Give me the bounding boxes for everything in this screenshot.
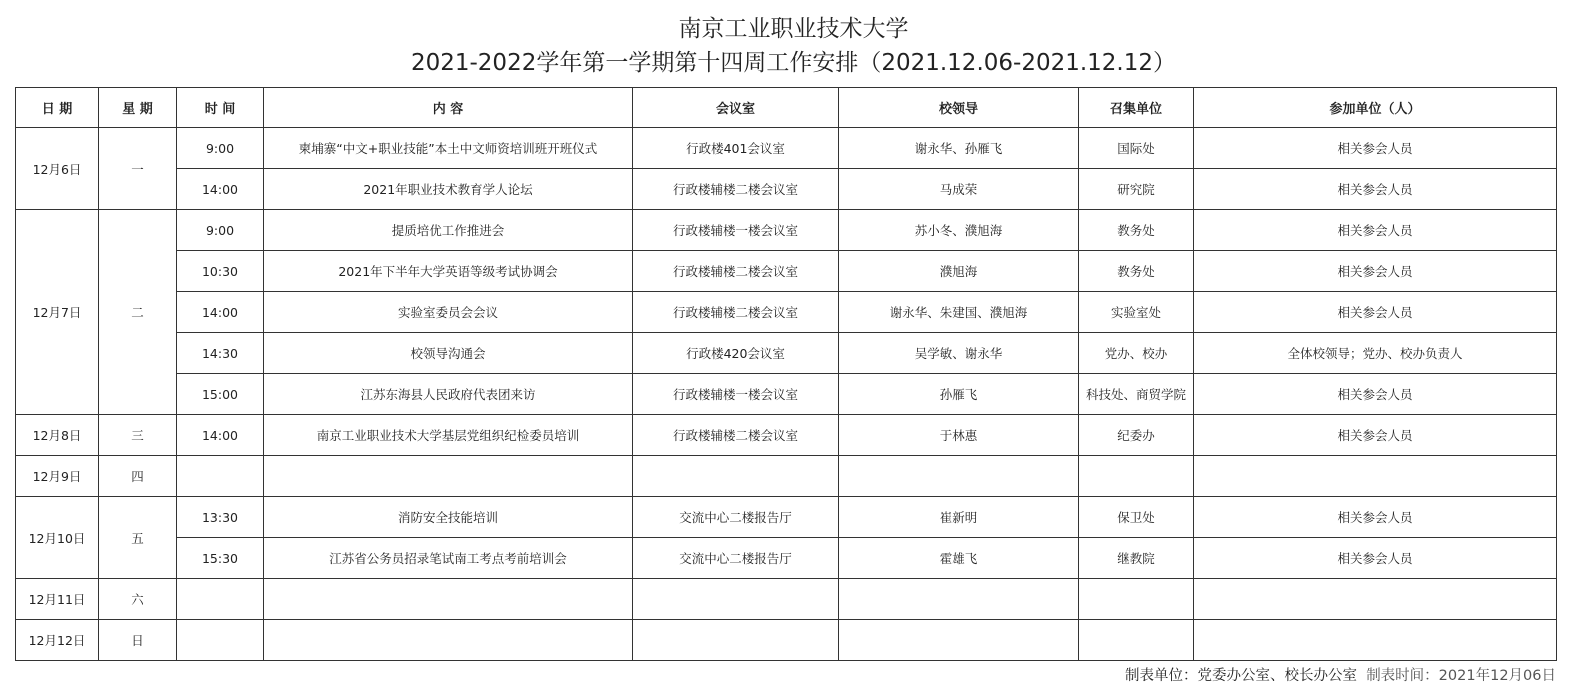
cell-content: [264, 456, 633, 497]
table-row: [16, 415, 1557, 456]
cell-time: 15:00: [177, 374, 264, 415]
cell-room: 行政楼辅楼一楼会议室: [633, 210, 839, 251]
cell-convener: 科技处、商贸学院: [1079, 374, 1194, 415]
cell-participants: [1194, 620, 1557, 661]
footer-time: 制表时间：2021年12月06日: [1366, 668, 1556, 684]
cell-convener: [1079, 620, 1194, 661]
cell-content: 实验室委员会会议: [264, 292, 633, 333]
table-row: [16, 210, 1557, 251]
cell-date: 12月8日: [16, 415, 99, 456]
cell-time: 14:00: [177, 415, 264, 456]
cell-participants: 全体校领导；党办、校办负责人: [1194, 333, 1557, 374]
footer: [1125, 664, 1556, 685]
cell-time: 14:00: [177, 169, 264, 210]
cell-weekday: 三: [99, 415, 177, 456]
cell-date: 12月11日: [16, 579, 99, 620]
header-date: 日 期: [16, 88, 99, 128]
cell-leader: [839, 620, 1079, 661]
title-schedule: 2021-2022学年第一学期第十四周工作安排（2021.12.06-2021.12.12）: [410, 50, 1177, 76]
table-row: [16, 169, 1557, 210]
cell-weekday: 日: [99, 620, 177, 661]
cell-time: 14:00: [177, 292, 264, 333]
table-row: [16, 251, 1557, 292]
cell-leader: 于林惠: [839, 415, 1079, 456]
cell-content: [264, 620, 633, 661]
cell-date: 12月10日: [16, 497, 99, 579]
cell-date: 12月6日: [16, 128, 99, 210]
cell-date: 12月7日: [16, 210, 99, 415]
cell-room: 交流中心二楼报告厅: [633, 538, 839, 579]
cell-leader: 濮旭海: [839, 251, 1079, 292]
cell-content: 2021年职业技术教育学人论坛: [264, 169, 633, 210]
schedule-table: [15, 87, 1557, 661]
header-participants: 参加单位（人）: [1194, 88, 1557, 128]
cell-convener: 保卫处: [1079, 497, 1194, 538]
cell-leader: 孙雁飞: [839, 374, 1079, 415]
cell-room: 行政楼辅楼一楼会议室: [633, 374, 839, 415]
cell-convener: 教务处: [1079, 210, 1194, 251]
header-time: 时 间: [177, 88, 264, 128]
table-row: [16, 374, 1557, 415]
table-row: [16, 128, 1557, 169]
cell-weekday: 二: [99, 210, 177, 415]
cell-content: 柬埔寨“中文+职业技能”本土中文师资培训班开班仪式: [264, 128, 633, 169]
table-row: [16, 292, 1557, 333]
table-row: [16, 620, 1557, 661]
cell-weekday: 一: [99, 128, 177, 210]
cell-time: 13:30: [177, 497, 264, 538]
cell-time: [177, 620, 264, 661]
cell-convener: [1079, 579, 1194, 620]
cell-participants: 相关参会人员: [1194, 128, 1557, 169]
cell-room: [633, 620, 839, 661]
cell-time: 10:30: [177, 251, 264, 292]
cell-room: [633, 456, 839, 497]
cell-room: 行政楼辅楼二楼会议室: [633, 251, 839, 292]
header-convener: 召集单位: [1079, 88, 1194, 128]
cell-time: 9:00: [177, 128, 264, 169]
cell-weekday: 五: [99, 497, 177, 579]
table-row: [16, 456, 1557, 497]
schedule-body: [16, 128, 1557, 661]
cell-convener: 研究院: [1079, 169, 1194, 210]
cell-leader: 谢永华、孙雁飞: [839, 128, 1079, 169]
cell-time: 14:30: [177, 333, 264, 374]
cell-content: 南京工业职业技术大学基层党组织纪检委员培训: [264, 415, 633, 456]
cell-leader: 谢永华、朱建国、濮旭海: [839, 292, 1079, 333]
cell-content: 江苏省公务员招录笔试南工考点考前培训会: [264, 538, 633, 579]
cell-content: [264, 579, 633, 620]
footer-maker: 制表单位：党委办公室、校长办公室: [1124, 668, 1357, 684]
header-leader: 校领导: [839, 88, 1079, 128]
title-university: 南京工业职业技术大学: [678, 16, 909, 42]
cell-content: 消防安全技能培训: [264, 497, 633, 538]
cell-content: 2021年下半年大学英语等级考试协调会: [264, 251, 633, 292]
cell-weekday: 六: [99, 579, 177, 620]
cell-convener: 党办、校办: [1079, 333, 1194, 374]
cell-room: [633, 579, 839, 620]
cell-leader: 霍雄飞: [839, 538, 1079, 579]
cell-participants: 相关参会人员: [1194, 497, 1557, 538]
table-row: [16, 333, 1557, 374]
cell-leader: 马成荣: [839, 169, 1079, 210]
cell-convener: 继教院: [1079, 538, 1194, 579]
cell-content: 江苏东海县人民政府代表团来访: [264, 374, 633, 415]
header-row: [16, 88, 1557, 128]
cell-convener: 纪委办: [1079, 415, 1194, 456]
document-title: [0, 12, 1587, 80]
cell-time: 9:00: [177, 210, 264, 251]
cell-participants: 相关参会人员: [1194, 210, 1557, 251]
cell-content: 提质培优工作推进会: [264, 210, 633, 251]
cell-convener: 教务处: [1079, 251, 1194, 292]
cell-participants: 相关参会人员: [1194, 169, 1557, 210]
cell-room: 行政楼辅楼二楼会议室: [633, 415, 839, 456]
cell-room: 行政楼辅楼二楼会议室: [633, 292, 839, 333]
cell-time: [177, 456, 264, 497]
cell-participants: 相关参会人员: [1194, 374, 1557, 415]
header-room: 会议室: [633, 88, 839, 128]
cell-time: [177, 579, 264, 620]
table-row: [16, 538, 1557, 579]
cell-leader: [839, 456, 1079, 497]
cell-content: 校领导沟通会: [264, 333, 633, 374]
header-content: 内 容: [264, 88, 633, 128]
cell-participants: 相关参会人员: [1194, 292, 1557, 333]
cell-leader: 崔新明: [839, 497, 1079, 538]
cell-participants: [1194, 456, 1557, 497]
table-row: [16, 579, 1557, 620]
cell-time: 15:30: [177, 538, 264, 579]
cell-participants: 相关参会人员: [1194, 251, 1557, 292]
cell-room: 行政楼420会议室: [633, 333, 839, 374]
cell-date: 12月9日: [16, 456, 99, 497]
table-row: [16, 497, 1557, 538]
cell-room: 行政楼辅楼二楼会议室: [633, 169, 839, 210]
cell-participants: 相关参会人员: [1194, 415, 1557, 456]
cell-leader: 吴学敏、谢永华: [839, 333, 1079, 374]
cell-participants: [1194, 579, 1557, 620]
header-weekday: 星 期: [99, 88, 177, 128]
cell-leader: 苏小冬、濮旭海: [839, 210, 1079, 251]
cell-convener: [1079, 456, 1194, 497]
cell-room: 交流中心二楼报告厅: [633, 497, 839, 538]
cell-convener: 实验室处: [1079, 292, 1194, 333]
cell-convener: 国际处: [1079, 128, 1194, 169]
cell-date: 12月12日: [16, 620, 99, 661]
cell-participants: 相关参会人员: [1194, 538, 1557, 579]
cell-weekday: 四: [99, 456, 177, 497]
cell-leader: [839, 579, 1079, 620]
cell-room: 行政楼401会议室: [633, 128, 839, 169]
